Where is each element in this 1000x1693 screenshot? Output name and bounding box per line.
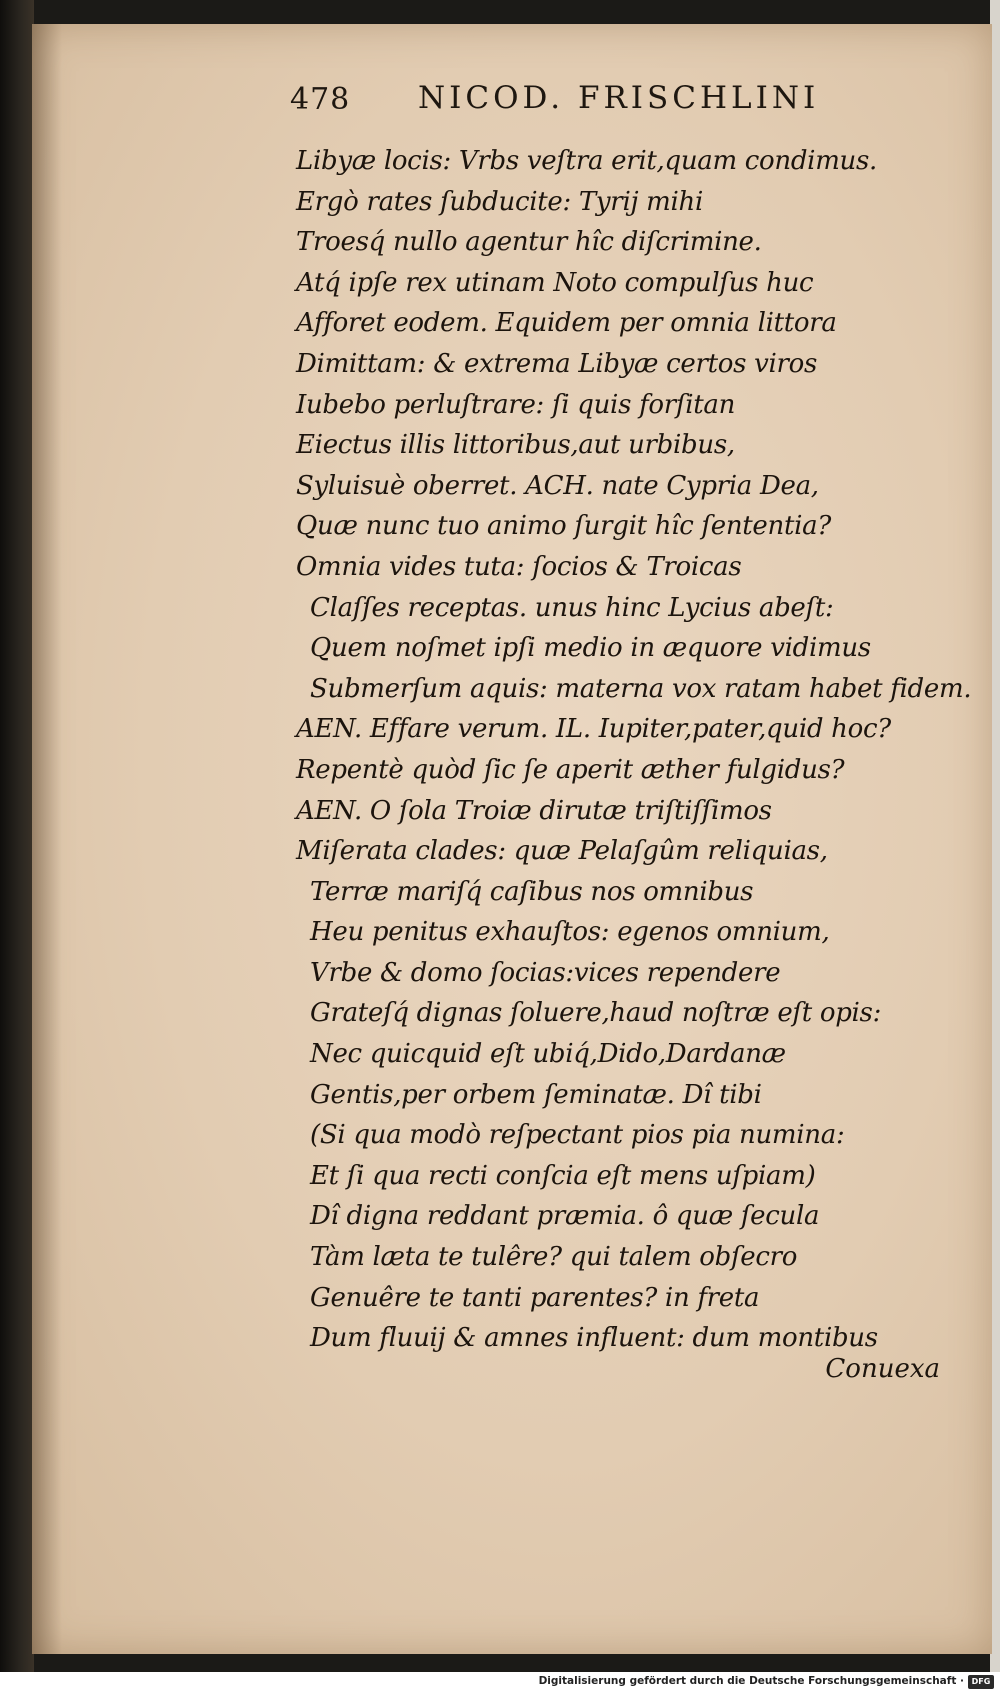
text-line: Eiectus illis littoribus,aut urbibus, (296, 430, 735, 461)
text-block (296, 141, 976, 1359)
text-line: (Si qua modò reſpectant pios pia numina: (310, 1120, 845, 1151)
text-line: Tàm læta te tulêre? qui talem obſecro (310, 1242, 798, 1273)
text-line: Submerſum aquis: materna vox ratam habet fidem. (310, 673, 972, 704)
catchword: Conuexa (825, 1354, 940, 1384)
text-line: Claſſes receptas. unus hinc Lycius abeſt: (310, 592, 834, 623)
text-line: Ergò rates ſubducite: Tyrij mihi (296, 186, 704, 217)
text-line: Dî digna reddant præmia. ô quæ ſecula (310, 1201, 820, 1232)
text-line: Vrbe & domo ſocias:vices rependere (310, 957, 781, 988)
text-line: Grateſq́ dignas ſoluere,haud noſtræ eſt opis: (310, 998, 882, 1029)
page-header (290, 76, 910, 126)
text-line: Afforet eodem. Equidem per omnia littora (296, 308, 837, 339)
page-number: 478 (290, 82, 351, 117)
text-line: Repentè quòd ſic ſe aperit æther fulgidus? (296, 754, 845, 785)
running-title: NICOD. FRISCHLINI (418, 80, 820, 116)
text-line: Dimittam: & extrema Libyæ certos viros (296, 348, 818, 379)
text-line: Omnia vides tuta: ſocios & Troicas (296, 551, 742, 582)
text-line: Quem noſmet ipſi medio in æquore vidimus (310, 633, 871, 664)
gutter-shadow (32, 24, 62, 1654)
text-line: AEN. Effare verum. IL. Iupiter,pater,quid hoc? (296, 714, 891, 745)
funding-credit: Digitalisierung gefördert durch die Deutsche Forschungsgemeinschaft · (538, 1675, 964, 1687)
text-line: Genuêre te tanti parentes? in freta (310, 1282, 760, 1313)
text-line: Troesq́ nullo agentur hîc diſcrimine. (296, 227, 762, 258)
book-edge (0, 0, 34, 1672)
footer (0, 1672, 1000, 1693)
text-line: Dum fluuij & amnes influent: dum montibus (310, 1323, 878, 1354)
text-line: AEN. O ſola Troiæ dirutæ triſtiſſimos (296, 795, 772, 826)
text-line: Miſerata clades: quæ Pelaſgûm reliquias, (296, 836, 828, 867)
text-line: Atq́ ipſe rex utinam Noto compulſus huc (296, 267, 814, 298)
text-line: Terræ mariſq́ caſibus nos omnibus (310, 876, 754, 907)
text-line: Quæ nunc tuo animo ſurgit hîc ſententia? (296, 511, 831, 542)
text-line: Heu penitus exhauſtos: egenos omnium, (310, 917, 830, 948)
text-line: Libyæ locis: Vrbs veſtra erit,quam condimus. (296, 146, 878, 176)
text-line: Nec quicquid eſt ubiq́,Dido,Dardanæ (310, 1039, 786, 1070)
text-line: Et ſi qua recti conſcia eſt mens uſpiam) (310, 1160, 816, 1191)
text-line: Syluisuè oberret. ACH. nate Cypria Dea, (296, 470, 819, 501)
text-line: Iubebo perluſtrare: ſi quis forſitan (296, 389, 736, 420)
text-line: Gentis,per orbem ſeminatæ. Dî tibi (310, 1079, 762, 1110)
dfg-logo: DFG (968, 1675, 994, 1689)
